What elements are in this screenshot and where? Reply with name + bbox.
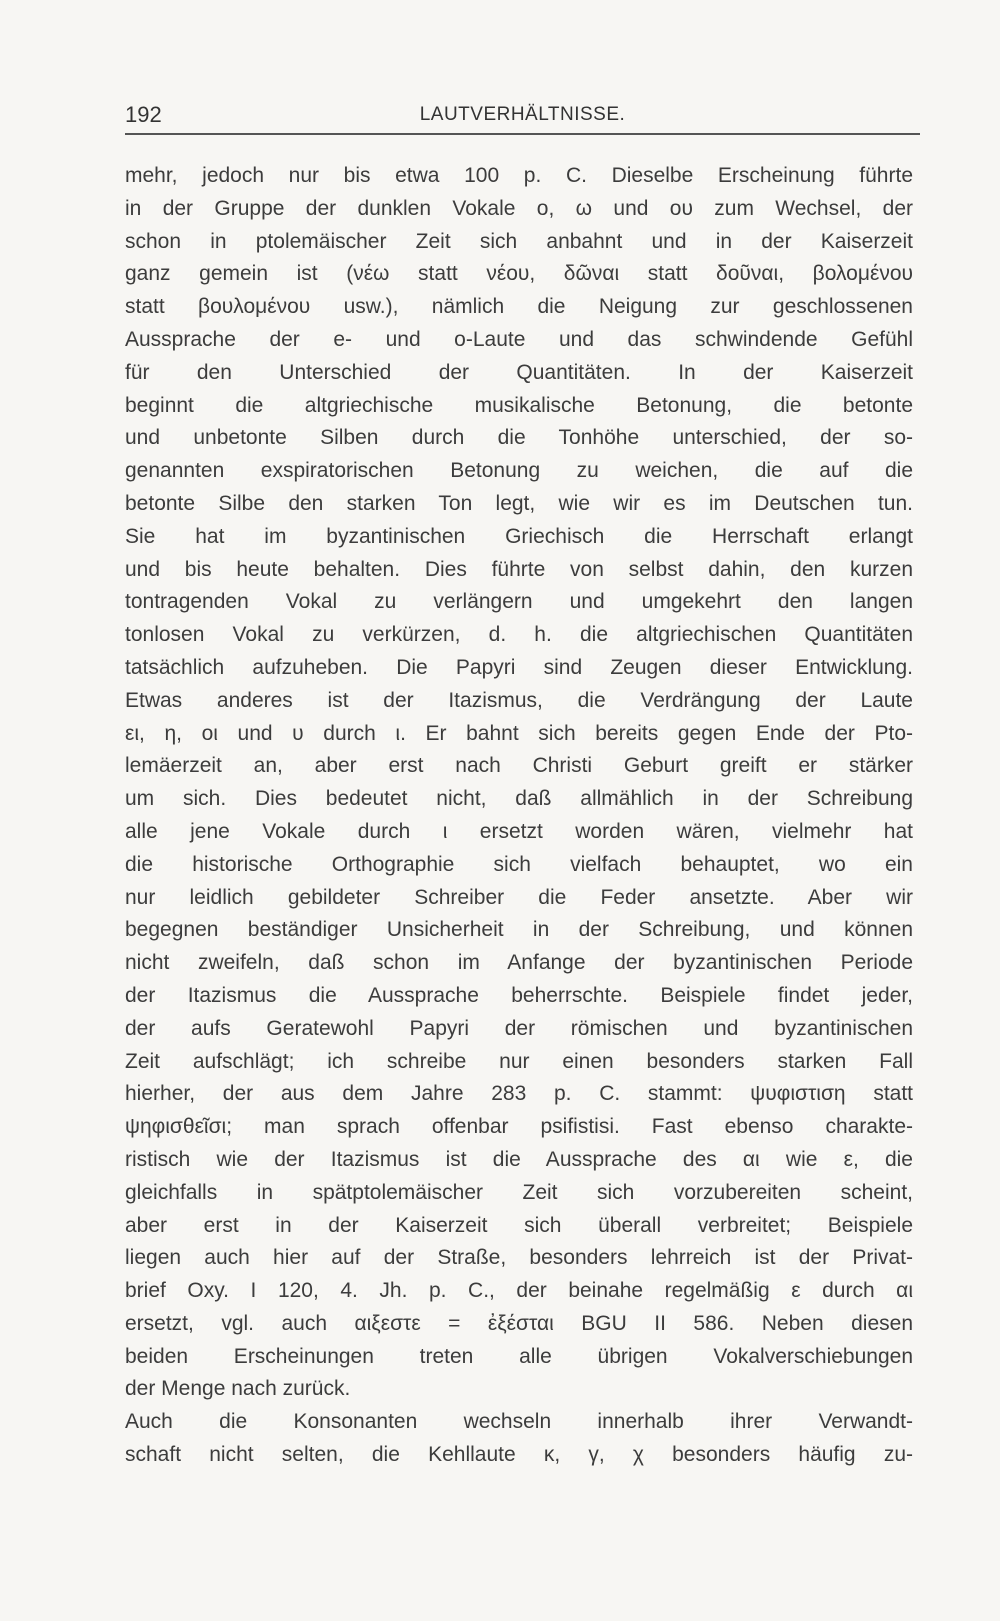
- text-line: für den Unterschied der Quantitäten. In der Kaiserzeit: [125, 360, 913, 384]
- text-line: tontragenden Vokal zu verlängern und umgekehrt den langen: [125, 590, 913, 614]
- text-line: Etwas anderes ist der Itazismus, die Verdrängung der Laute: [125, 688, 913, 712]
- text-line: ersetzt, vgl. auch αιξεστε = ἐξέσται BGU II 586. Neben diesen: [125, 1311, 913, 1335]
- text-line: tonlosen Vokal zu verkürzen, d. h. die altgriechischen Quantitäten: [125, 623, 913, 647]
- text-line: und unbetonte Silben durch die Tonhöhe unterschied, der so-: [125, 426, 913, 450]
- text-line: beginnt die altgriechische musikalische Betonung, die betonte: [125, 393, 913, 417]
- text-line: der Menge nach zurück.: [125, 1377, 351, 1401]
- text-line: gleichfalls in spätptolemäischer Zeit sich vorzubereiten scheint,: [125, 1180, 913, 1204]
- text-line: ristisch wie der Itazismus ist die Aussprache des αι wie ε, die: [125, 1147, 913, 1171]
- text-line: Zeit aufschlägt; ich schreibe nur einen besonders starken Fall: [125, 1049, 913, 1073]
- text-line: beiden Erscheinungen treten alle übrigen Vokalverschiebungen: [125, 1344, 913, 1368]
- header-rule: [125, 133, 920, 135]
- text-line: lemäerzeit an, aber erst nach Christi Geburt greift er stärker: [125, 754, 913, 778]
- text-line: mehr, jedoch nur bis etwa 100 p. C. Dieselbe Erscheinung führte: [125, 164, 913, 187]
- text-line: statt βουλομένου usw.), nämlich die Neigung zur geschlossenen: [125, 295, 913, 319]
- text-line: der Itazismus die Aussprache beherrschte. Beispiele findet jeder,: [125, 983, 913, 1007]
- text-line: brief Oxy. I 120, 4. Jh. p. C., der beinahe regelmäßig ε durch αι: [125, 1279, 913, 1303]
- text-line: hierher, der aus dem Jahre 283 p. C. stammt: ψυφιστιση statt: [125, 1082, 913, 1106]
- text-line: in der Gruppe der dunklen Vokale ο, ω und ου zum Wechsel, der: [125, 196, 913, 220]
- text-line: genannten exspiratorischen Betonung zu weichen, die auf die: [125, 459, 913, 483]
- text-line: schon in ptolemäischer Zeit sich anbahnt und in der Kaiserzeit: [125, 229, 913, 253]
- body-text: [125, 160, 913, 1472]
- text-line: Aussprache der e- und o-Laute und das schwindende Gefühl: [125, 327, 913, 351]
- text-line: liegen auch hier auf der Straße, besonders lehrreich ist der Privat-: [125, 1246, 913, 1270]
- text-line: nur leidlich gebildeter Schreiber die Feder ansetzte. Aber wir: [125, 885, 913, 909]
- text-line: ganz gemein ist (νέω statt νέου, δῶναι statt δοῦναι, βολομένου: [125, 262, 913, 286]
- running-title: LAUTVERHÄLTNISSE.: [419, 104, 626, 125]
- text-line: schaft nicht selten, die Kehllaute κ, γ, χ besonders häufig zu-: [125, 1443, 913, 1467]
- text-line: ψηφισθεῖσι; man sprach offenbar psifistisi. Fast ebenso charakte-: [125, 1115, 913, 1139]
- text-line: der aufs Geratewohl Papyri der römischen und byzantinischen: [125, 1016, 913, 1040]
- text-line: betonte Silbe den starken Ton legt, wie wir es im Deutschen tun.: [125, 491, 913, 515]
- page-header: [125, 100, 920, 130]
- text-line: alle jene Vokale durch ι ersetzt worden wären, vielmehr hat: [125, 819, 913, 843]
- text-line: begegnen beständiger Unsicherheit in der Schreibung, und können: [125, 918, 913, 942]
- text-line: aber erst in der Kaiserzeit sich überall verbreitet; Beispiele: [125, 1213, 913, 1237]
- text-line: und bis heute behalten. Dies führte von selbst dahin, den kurzen: [125, 557, 913, 581]
- text-line: tatsächlich aufzuheben. Die Papyri sind Zeugen dieser Entwicklung.: [125, 655, 913, 679]
- text-line: um sich. Dies bedeutet nicht, daß allmählich in der Schreibung: [125, 787, 913, 811]
- text-line: die historische Orthographie sich vielfach behauptet, wo ein: [125, 852, 913, 876]
- text-line: ει, η, οι und υ durch ι. Er bahnt sich bereits gegen Ende der Pto-: [125, 721, 913, 745]
- text-line: Auch die Konsonanten wechseln innerhalb ihrer Verwandt-: [125, 1410, 913, 1434]
- text-line: nicht zweifeln, daß schon im Anfange der byzantinischen Periode: [125, 951, 913, 975]
- text-line: Sie hat im byzantinischen Griechisch die Herrschaft erlangt: [125, 524, 913, 548]
- page-number: 192: [125, 102, 162, 127]
